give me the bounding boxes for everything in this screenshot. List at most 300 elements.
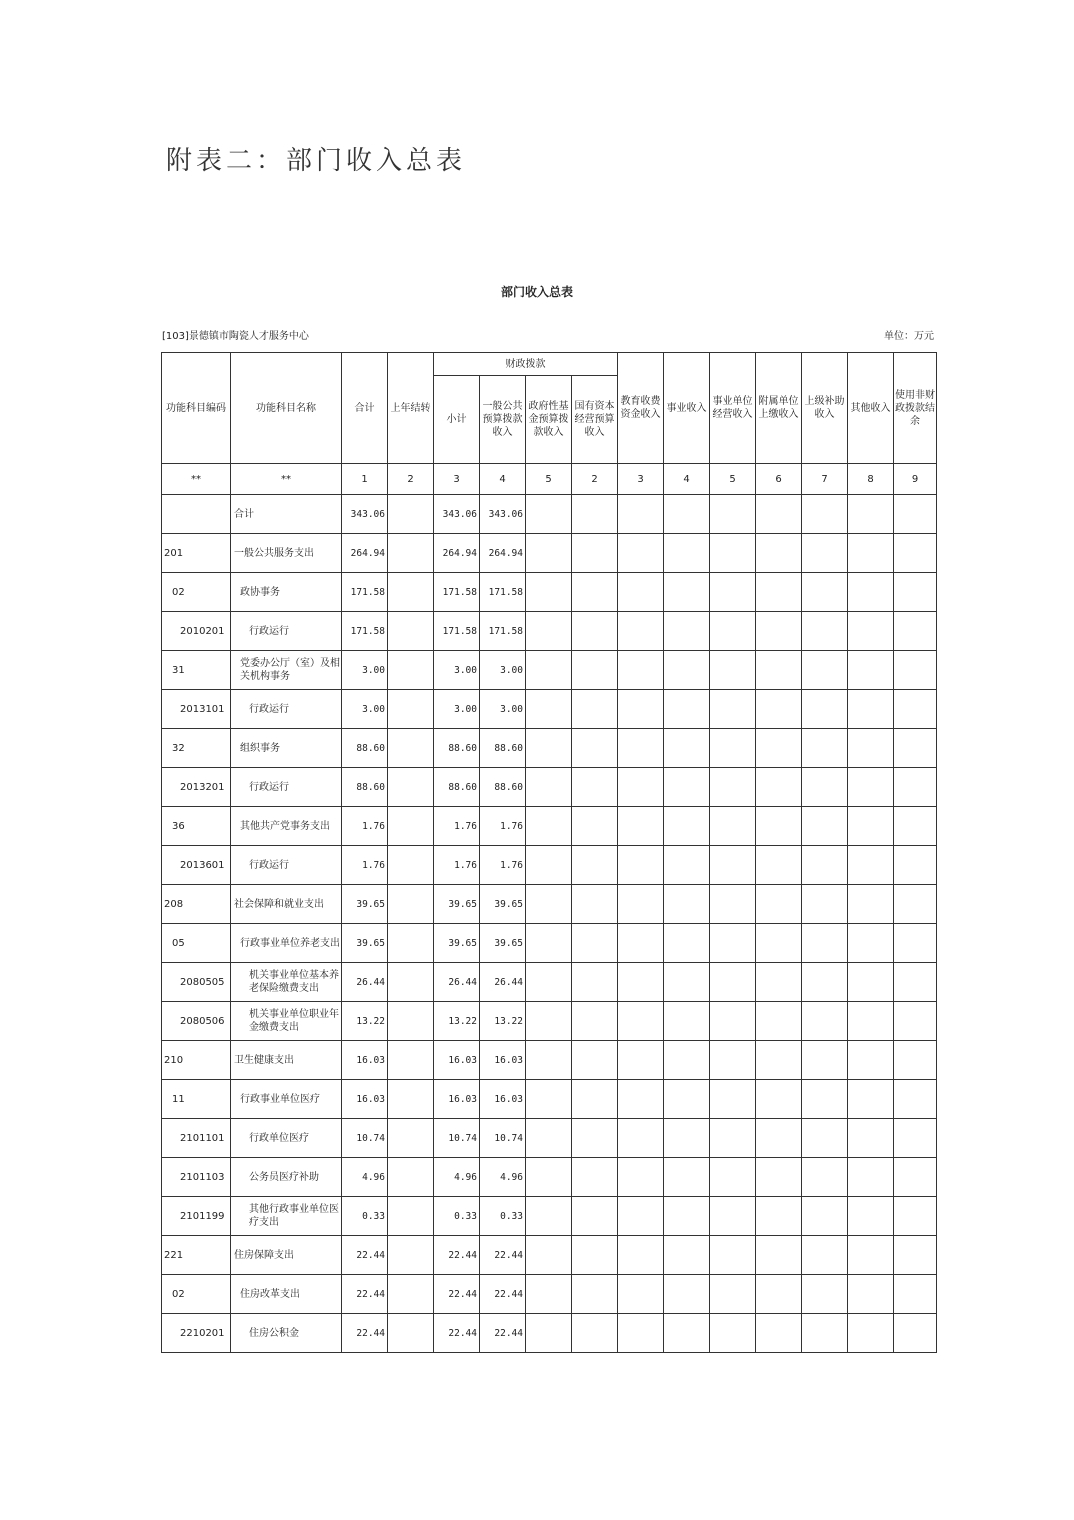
state-capital-cell	[572, 768, 618, 807]
other-cell	[848, 1041, 894, 1080]
business-cell	[664, 807, 710, 846]
operation-cell	[710, 573, 756, 612]
carryover-cell	[388, 1119, 434, 1158]
table-row	[162, 651, 937, 690]
operation-cell	[710, 651, 756, 690]
edu-fee-cell	[618, 1314, 664, 1353]
total-cell: 4.96	[342, 1158, 388, 1197]
general-budget-cell: 4.96	[480, 1158, 526, 1197]
carryover-cell	[388, 1080, 434, 1119]
code-cell: 2080506	[162, 1002, 231, 1041]
edu-fee-cell	[618, 768, 664, 807]
subtotal-cell: 16.03	[434, 1080, 480, 1119]
carryover-cell	[388, 1002, 434, 1041]
carryover-cell	[388, 963, 434, 1002]
edu-fee-cell	[618, 729, 664, 768]
general-budget-cell: 10.74	[480, 1119, 526, 1158]
operation-cell	[710, 1041, 756, 1080]
state-capital-cell	[572, 1041, 618, 1080]
edu-fee-cell	[618, 885, 664, 924]
non-fiscal-balance-cell	[894, 1275, 937, 1314]
general-budget-cell: 171.58	[480, 612, 526, 651]
general-budget-cell: 13.22	[480, 1002, 526, 1041]
general-budget-cell: 16.03	[480, 1080, 526, 1119]
general-budget-cell: 22.44	[480, 1236, 526, 1275]
subtotal-cell: 1.76	[434, 807, 480, 846]
other-cell	[848, 1314, 894, 1353]
general-budget-cell: 171.58	[480, 573, 526, 612]
operation-cell	[710, 1119, 756, 1158]
table-row	[162, 1314, 937, 1353]
subtotal-cell: 4.96	[434, 1158, 480, 1197]
superior-cell	[802, 534, 848, 573]
business-cell	[664, 690, 710, 729]
business-cell	[664, 846, 710, 885]
state-capital-cell	[572, 1314, 618, 1353]
superior-cell	[802, 1158, 848, 1197]
gov-fund-cell	[526, 495, 572, 534]
edu-fee-cell	[618, 846, 664, 885]
table-row	[162, 807, 937, 846]
code-cell: 210	[162, 1041, 231, 1080]
other-cell	[848, 495, 894, 534]
non-fiscal-balance-cell	[894, 963, 937, 1002]
business-cell	[664, 1314, 710, 1353]
table-row	[162, 885, 937, 924]
business-cell	[664, 612, 710, 651]
non-fiscal-balance-cell	[894, 729, 937, 768]
code-cell: 2210201	[162, 1314, 231, 1353]
name-cell: 其他共产党事务支出	[231, 807, 342, 846]
table-row	[162, 963, 937, 1002]
index-cell: 5	[526, 464, 572, 495]
subsidiary-cell	[756, 1080, 802, 1119]
business-cell	[664, 1041, 710, 1080]
state-capital-cell	[572, 1197, 618, 1236]
operation-cell	[710, 495, 756, 534]
index-cell: 7	[802, 464, 848, 495]
index-cell: 4	[664, 464, 710, 495]
edu-fee-cell	[618, 573, 664, 612]
non-fiscal-balance-cell	[894, 885, 937, 924]
name-cell: 卫生健康支出	[231, 1041, 342, 1080]
other-cell	[848, 924, 894, 963]
business-cell	[664, 729, 710, 768]
non-fiscal-balance-cell	[894, 924, 937, 963]
subtotal-cell: 13.22	[434, 1002, 480, 1041]
state-capital-cell	[572, 1158, 618, 1197]
business-cell	[664, 1158, 710, 1197]
superior-cell	[802, 885, 848, 924]
superior-cell	[802, 1080, 848, 1119]
subsidiary-cell	[756, 963, 802, 1002]
non-fiscal-balance-cell	[894, 495, 937, 534]
subsidiary-cell	[756, 612, 802, 651]
general-budget-cell: 22.44	[480, 1314, 526, 1353]
code-cell: 31	[162, 651, 231, 690]
edu-fee-cell	[618, 1236, 664, 1275]
header-gov-fund: 政府性基金预算拨款收入	[526, 376, 572, 464]
carryover-cell	[388, 1197, 434, 1236]
edu-fee-cell	[618, 1041, 664, 1080]
table-title: 部门收入总表	[500, 285, 573, 299]
index-cell: 9	[894, 464, 937, 495]
operation-cell	[710, 1314, 756, 1353]
index-cell: 6	[756, 464, 802, 495]
table-row	[162, 1158, 937, 1197]
code-cell: 2013201	[162, 768, 231, 807]
non-fiscal-balance-cell	[894, 534, 937, 573]
name-cell: 住房改革支出	[231, 1275, 342, 1314]
subsidiary-cell	[756, 885, 802, 924]
business-cell	[664, 495, 710, 534]
gov-fund-cell	[526, 1002, 572, 1041]
header-carryover: 上年结转	[388, 353, 434, 464]
non-fiscal-balance-cell	[894, 573, 937, 612]
carryover-cell	[388, 534, 434, 573]
operation-cell	[710, 534, 756, 573]
total-cell: 26.44	[342, 963, 388, 1002]
business-cell	[664, 1002, 710, 1041]
business-cell	[664, 1236, 710, 1275]
gov-fund-cell	[526, 1041, 572, 1080]
index-cell: 4	[480, 464, 526, 495]
carryover-cell	[388, 690, 434, 729]
business-cell	[664, 963, 710, 1002]
name-cell: 其他行政事业单位医疗支出	[231, 1197, 342, 1236]
name-cell: 党委办公厅（室）及相关机构事务	[231, 651, 342, 690]
carryover-cell	[388, 1275, 434, 1314]
superior-cell	[802, 1275, 848, 1314]
subtotal-cell: 343.06	[434, 495, 480, 534]
code-cell	[162, 495, 231, 534]
carryover-cell	[388, 729, 434, 768]
subsidiary-cell	[756, 1275, 802, 1314]
subtotal-cell: 22.44	[434, 1275, 480, 1314]
edu-fee-cell	[618, 1002, 664, 1041]
edu-fee-cell	[618, 534, 664, 573]
superior-cell	[802, 1041, 848, 1080]
non-fiscal-balance-cell	[894, 612, 937, 651]
name-cell: 行政运行	[231, 612, 342, 651]
non-fiscal-balance-cell	[894, 1002, 937, 1041]
business-cell	[664, 768, 710, 807]
subsidiary-cell	[756, 807, 802, 846]
state-capital-cell	[572, 1119, 618, 1158]
operation-cell	[710, 690, 756, 729]
subsidiary-cell	[756, 846, 802, 885]
business-cell	[664, 924, 710, 963]
code-cell: 36	[162, 807, 231, 846]
general-budget-cell: 0.33	[480, 1197, 526, 1236]
other-cell	[848, 1119, 894, 1158]
subtotal-cell: 1.76	[434, 846, 480, 885]
total-cell: 16.03	[342, 1041, 388, 1080]
superior-cell	[802, 807, 848, 846]
total-cell: 88.60	[342, 768, 388, 807]
subsidiary-cell	[756, 651, 802, 690]
total-cell: 88.60	[342, 729, 388, 768]
other-cell	[848, 729, 894, 768]
general-budget-cell: 343.06	[480, 495, 526, 534]
gov-fund-cell	[526, 1119, 572, 1158]
state-capital-cell	[572, 1002, 618, 1041]
table-row	[162, 573, 937, 612]
header-state-capital: 国有资本经营预算收入	[572, 376, 618, 464]
state-capital-cell	[572, 924, 618, 963]
total-cell: 22.44	[342, 1275, 388, 1314]
edu-fee-cell	[618, 1275, 664, 1314]
state-capital-cell	[572, 534, 618, 573]
name-cell: 行政事业单位医疗	[231, 1080, 342, 1119]
carryover-cell	[388, 1041, 434, 1080]
other-cell	[848, 807, 894, 846]
general-budget-cell: 26.44	[480, 963, 526, 1002]
state-capital-cell	[572, 651, 618, 690]
subtotal-cell: 3.00	[434, 651, 480, 690]
edu-fee-cell	[618, 690, 664, 729]
total-cell: 10.74	[342, 1119, 388, 1158]
superior-cell	[802, 612, 848, 651]
business-cell	[664, 1275, 710, 1314]
gov-fund-cell	[526, 1275, 572, 1314]
edu-fee-cell	[618, 807, 664, 846]
carryover-cell	[388, 651, 434, 690]
carryover-cell	[388, 924, 434, 963]
subsidiary-cell	[756, 1119, 802, 1158]
state-capital-cell	[572, 729, 618, 768]
business-cell	[664, 1197, 710, 1236]
subsidiary-cell	[756, 1002, 802, 1041]
header-edu-fee: 教育收费资金收入	[618, 353, 664, 464]
superior-cell	[802, 768, 848, 807]
header-name: 功能科目名称	[231, 353, 342, 464]
index-cell: 3	[618, 464, 664, 495]
gov-fund-cell	[526, 807, 572, 846]
non-fiscal-balance-cell	[894, 1197, 937, 1236]
other-cell	[848, 573, 894, 612]
operation-cell	[710, 963, 756, 1002]
gov-fund-cell	[526, 885, 572, 924]
edu-fee-cell	[618, 1197, 664, 1236]
index-cell: 2	[388, 464, 434, 495]
operation-cell	[710, 1080, 756, 1119]
non-fiscal-balance-cell	[894, 1236, 937, 1275]
state-capital-cell	[572, 846, 618, 885]
gov-fund-cell	[526, 690, 572, 729]
business-cell	[664, 534, 710, 573]
name-cell: 公务员医疗补助	[231, 1158, 342, 1197]
code-cell: 201	[162, 534, 231, 573]
total-cell: 264.94	[342, 534, 388, 573]
name-cell: 机关事业单位基本养老保险缴费支出	[231, 963, 342, 1002]
business-cell	[664, 885, 710, 924]
index-row	[162, 464, 937, 495]
general-budget-cell: 264.94	[480, 534, 526, 573]
operation-cell	[710, 1002, 756, 1041]
superior-cell	[802, 1119, 848, 1158]
gov-fund-cell	[526, 534, 572, 573]
gov-fund-cell	[526, 1158, 572, 1197]
gov-fund-cell	[526, 768, 572, 807]
subtotal-cell: 88.60	[434, 729, 480, 768]
code-cell: 2013601	[162, 846, 231, 885]
subsidiary-cell	[756, 1158, 802, 1197]
subsidiary-cell	[756, 768, 802, 807]
table-row	[162, 612, 937, 651]
index-cell: **	[162, 464, 231, 495]
table-row	[162, 768, 937, 807]
state-capital-cell	[572, 573, 618, 612]
other-cell	[848, 846, 894, 885]
gov-fund-cell	[526, 1314, 572, 1353]
name-cell: 机关事业单位职业年金缴费支出	[231, 1002, 342, 1041]
gov-fund-cell	[526, 963, 572, 1002]
superior-cell	[802, 1002, 848, 1041]
general-budget-cell: 88.60	[480, 768, 526, 807]
general-budget-cell: 1.76	[480, 807, 526, 846]
operation-cell	[710, 1236, 756, 1275]
table-row	[162, 1275, 937, 1314]
operation-cell	[710, 612, 756, 651]
edu-fee-cell	[618, 1158, 664, 1197]
carryover-cell	[388, 573, 434, 612]
subtotal-cell: 3.00	[434, 690, 480, 729]
subtotal-cell: 171.58	[434, 612, 480, 651]
edu-fee-cell	[618, 963, 664, 1002]
subtotal-cell: 171.58	[434, 573, 480, 612]
header-general-budget: 一般公共预算拨款收入	[480, 376, 526, 464]
superior-cell	[802, 924, 848, 963]
header-code: 功能科目编码	[162, 353, 231, 464]
other-cell	[848, 1002, 894, 1041]
total-cell: 171.58	[342, 573, 388, 612]
index-cell: **	[231, 464, 342, 495]
table-row	[162, 1002, 937, 1041]
gov-fund-cell	[526, 1080, 572, 1119]
state-capital-cell	[572, 1275, 618, 1314]
subtotal-cell: 10.74	[434, 1119, 480, 1158]
code-cell: 11	[162, 1080, 231, 1119]
subtotal-cell: 88.60	[434, 768, 480, 807]
other-cell	[848, 963, 894, 1002]
superior-cell	[802, 495, 848, 534]
subsidiary-cell	[756, 495, 802, 534]
header-superior: 上级补助收入	[802, 353, 848, 464]
general-budget-cell: 1.76	[480, 846, 526, 885]
state-capital-cell	[572, 807, 618, 846]
carryover-cell	[388, 1236, 434, 1275]
gov-fund-cell	[526, 1236, 572, 1275]
name-cell: 行政运行	[231, 846, 342, 885]
total-cell: 1.76	[342, 846, 388, 885]
gov-fund-cell	[526, 1197, 572, 1236]
business-cell	[664, 651, 710, 690]
code-cell: 221	[162, 1236, 231, 1275]
carryover-cell	[388, 846, 434, 885]
general-budget-cell: 3.00	[480, 690, 526, 729]
unit-label: 单位：万元	[884, 331, 934, 342]
gov-fund-cell	[526, 612, 572, 651]
non-fiscal-balance-cell	[894, 768, 937, 807]
superior-cell	[802, 963, 848, 1002]
subtotal-cell: 39.65	[434, 885, 480, 924]
superior-cell	[802, 690, 848, 729]
superior-cell	[802, 1236, 848, 1275]
edu-fee-cell	[618, 651, 664, 690]
total-cell: 171.58	[342, 612, 388, 651]
gov-fund-cell	[526, 651, 572, 690]
table-row	[162, 495, 937, 534]
table-row	[162, 729, 937, 768]
header-fiscal-group: 财政拨款	[434, 353, 618, 376]
other-cell	[848, 534, 894, 573]
table-row	[162, 690, 937, 729]
subtotal-cell: 16.03	[434, 1041, 480, 1080]
state-capital-cell	[572, 612, 618, 651]
gov-fund-cell	[526, 729, 572, 768]
subtotal-cell: 39.65	[434, 924, 480, 963]
general-budget-cell: 39.65	[480, 924, 526, 963]
non-fiscal-balance-cell	[894, 1158, 937, 1197]
other-cell	[848, 1275, 894, 1314]
state-capital-cell	[572, 885, 618, 924]
table-row	[162, 1197, 937, 1236]
total-cell: 39.65	[342, 924, 388, 963]
subtotal-cell: 22.44	[434, 1236, 480, 1275]
operation-cell	[710, 1197, 756, 1236]
non-fiscal-balance-cell	[894, 846, 937, 885]
subsidiary-cell	[756, 534, 802, 573]
header-subsidiary: 附属单位上缴收入	[756, 353, 802, 464]
gov-fund-cell	[526, 924, 572, 963]
subsidiary-cell	[756, 1041, 802, 1080]
revenue-table	[161, 352, 937, 1353]
subsidiary-cell	[756, 924, 802, 963]
operation-cell	[710, 885, 756, 924]
superior-cell	[802, 573, 848, 612]
code-cell: 02	[162, 1275, 231, 1314]
table-row	[162, 1236, 937, 1275]
carryover-cell	[388, 1158, 434, 1197]
operation-cell	[710, 1158, 756, 1197]
state-capital-cell	[572, 1080, 618, 1119]
general-budget-cell: 22.44	[480, 1275, 526, 1314]
subsidiary-cell	[756, 573, 802, 612]
state-capital-cell	[572, 1236, 618, 1275]
code-cell: 2080505	[162, 963, 231, 1002]
non-fiscal-balance-cell	[894, 807, 937, 846]
header-total: 合计	[342, 353, 388, 464]
code-cell: 2013101	[162, 690, 231, 729]
total-cell: 3.00	[342, 651, 388, 690]
subsidiary-cell	[756, 690, 802, 729]
total-cell: 1.76	[342, 807, 388, 846]
gov-fund-cell	[526, 846, 572, 885]
total-cell: 0.33	[342, 1197, 388, 1236]
operation-cell	[710, 768, 756, 807]
state-capital-cell	[572, 963, 618, 1002]
edu-fee-cell	[618, 1119, 664, 1158]
name-cell: 政协事务	[231, 573, 342, 612]
total-cell: 3.00	[342, 690, 388, 729]
edu-fee-cell	[618, 1080, 664, 1119]
business-cell	[664, 1080, 710, 1119]
name-cell: 组织事务	[231, 729, 342, 768]
name-cell: 住房公积金	[231, 1314, 342, 1353]
general-budget-cell: 88.60	[480, 729, 526, 768]
subtotal-cell: 22.44	[434, 1314, 480, 1353]
